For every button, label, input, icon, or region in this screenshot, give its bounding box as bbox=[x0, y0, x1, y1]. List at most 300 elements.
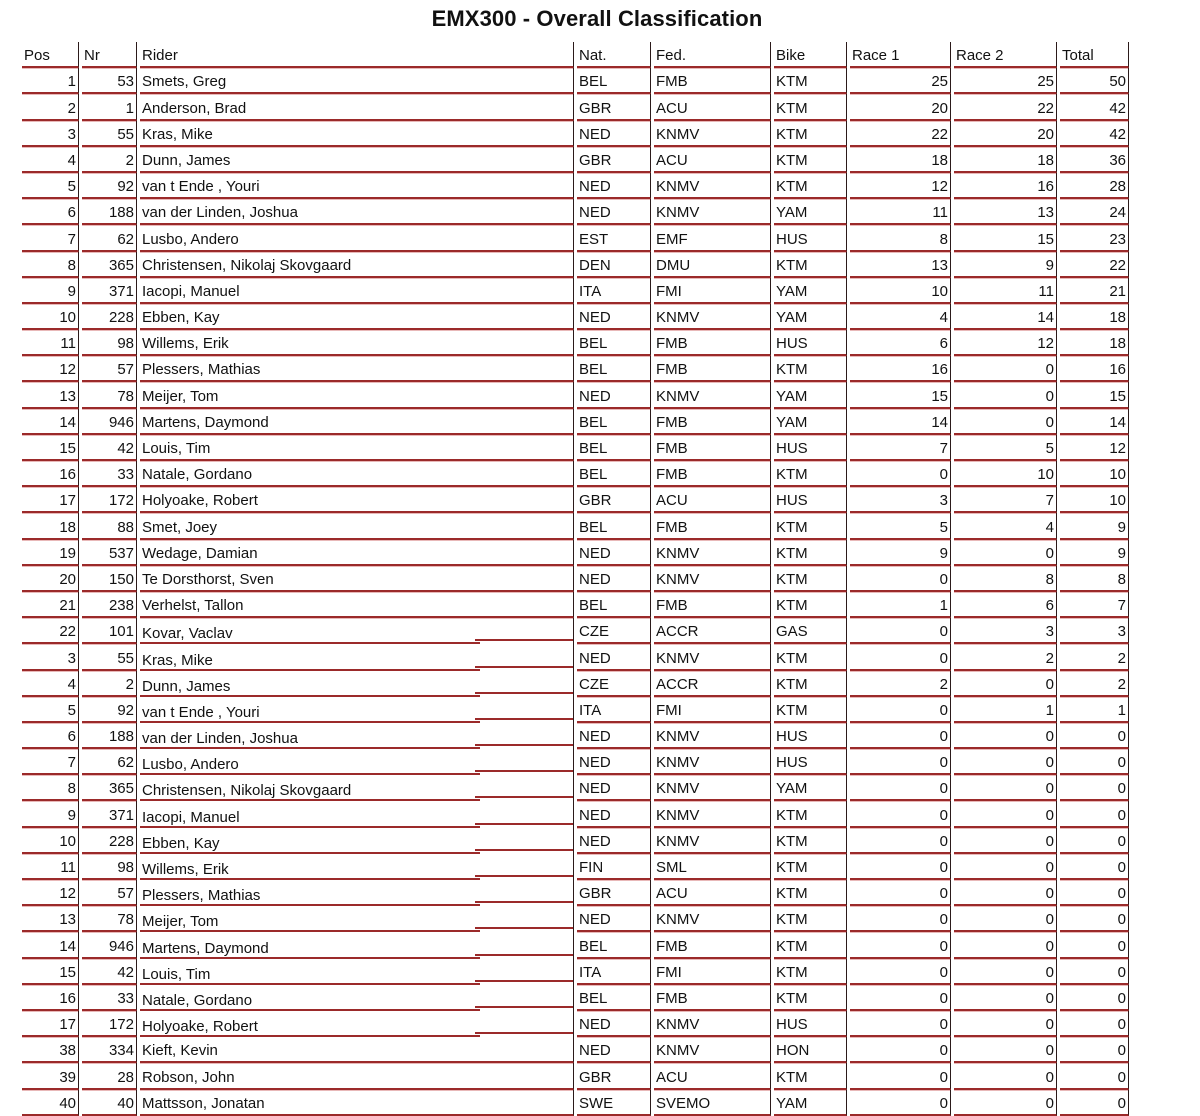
cell-fed: FMB bbox=[654, 461, 771, 487]
cell-bike: HON bbox=[774, 1037, 847, 1063]
cell-bike: KTM bbox=[774, 173, 847, 199]
cell-total: 12 bbox=[1060, 435, 1129, 461]
cell-rider: Martens, Daymond bbox=[140, 409, 574, 435]
header-race1: Race 1 bbox=[850, 42, 951, 68]
cell-nr: 172 bbox=[82, 1011, 137, 1037]
cell-race1: 25 bbox=[850, 68, 951, 94]
cell-nat: BEL bbox=[577, 68, 651, 94]
cell-rider: Plessers, Mathias bbox=[140, 356, 574, 382]
cell-bike: HUS bbox=[774, 487, 847, 513]
cell-nr: 537 bbox=[82, 540, 137, 566]
cell-pos: 15 bbox=[22, 959, 79, 985]
cell-rider: Verhelst, Tallon bbox=[140, 592, 574, 618]
cell-nat: GBR bbox=[577, 1063, 651, 1089]
cell-race2: 4 bbox=[954, 513, 1057, 539]
cell-nr: 946 bbox=[82, 409, 137, 435]
cell-fed: FMI bbox=[654, 697, 771, 723]
table-row bbox=[22, 68, 1129, 94]
cell-race1: 0 bbox=[850, 801, 951, 827]
cell-race2: 3 bbox=[954, 618, 1057, 644]
cell-pos: 11 bbox=[22, 330, 79, 356]
cell-nat: FIN bbox=[577, 854, 651, 880]
table-row bbox=[22, 959, 1129, 985]
cell-rider: van der Linden, Joshua bbox=[140, 199, 574, 225]
cell-total: 42 bbox=[1060, 94, 1129, 120]
cell-race2: 0 bbox=[954, 540, 1057, 566]
cell-nr: 78 bbox=[82, 906, 137, 932]
cell-nat: NED bbox=[577, 723, 651, 749]
table-row bbox=[22, 435, 1129, 461]
cell-fed: FMB bbox=[654, 409, 771, 435]
cell-nat: NED bbox=[577, 382, 651, 408]
cell-race2: 7 bbox=[954, 487, 1057, 513]
cell-race2: 2 bbox=[954, 644, 1057, 670]
cell-race2: 0 bbox=[954, 1090, 1057, 1116]
cell-pos: 13 bbox=[22, 382, 79, 408]
cell-fed: ACU bbox=[654, 487, 771, 513]
cell-race1: 0 bbox=[850, 461, 951, 487]
table-row bbox=[22, 330, 1129, 356]
cell-bike: HUS bbox=[774, 749, 847, 775]
cell-nat: NED bbox=[577, 121, 651, 147]
cell-fed: FMB bbox=[654, 68, 771, 94]
cell-pos: 6 bbox=[22, 723, 79, 749]
cell-total: 0 bbox=[1060, 723, 1129, 749]
cell-race1: 14 bbox=[850, 409, 951, 435]
cell-race2: 1 bbox=[954, 697, 1057, 723]
cell-fed: FMI bbox=[654, 959, 771, 985]
cell-total: 42 bbox=[1060, 121, 1129, 147]
cell-race1: 12 bbox=[850, 173, 951, 199]
cell-pos: 12 bbox=[22, 880, 79, 906]
cell-race2: 0 bbox=[954, 828, 1057, 854]
cell-nr: 371 bbox=[82, 278, 137, 304]
cell-rider: Natale, Gordano bbox=[140, 985, 574, 1011]
cell-bike: HUS bbox=[774, 723, 847, 749]
cell-nr: 40 bbox=[82, 1090, 137, 1116]
cell-nat: GBR bbox=[577, 94, 651, 120]
cell-race2: 13 bbox=[954, 199, 1057, 225]
cell-race1: 0 bbox=[850, 1037, 951, 1063]
cell-total: 24 bbox=[1060, 199, 1129, 225]
cell-nat: NED bbox=[577, 1011, 651, 1037]
table-row bbox=[22, 252, 1129, 278]
page-title: EMX300 - Overall Classification bbox=[431, 6, 763, 31]
cell-race2: 6 bbox=[954, 592, 1057, 618]
cell-fed: ACU bbox=[654, 880, 771, 906]
cell-nr: 98 bbox=[82, 330, 137, 356]
cell-fed: FMB bbox=[654, 513, 771, 539]
table-row bbox=[22, 697, 1129, 723]
table-row bbox=[22, 540, 1129, 566]
cell-rider: Holyoake, Robert bbox=[140, 1011, 574, 1037]
table-row bbox=[22, 1037, 1129, 1063]
cell-pos: 20 bbox=[22, 566, 79, 592]
cell-fed: ACU bbox=[654, 147, 771, 173]
cell-pos: 3 bbox=[22, 644, 79, 670]
table-row bbox=[22, 1063, 1129, 1089]
cell-fed: KNMV bbox=[654, 304, 771, 330]
cell-bike: GAS bbox=[774, 618, 847, 644]
cell-bike: KTM bbox=[774, 671, 847, 697]
cell-total: 0 bbox=[1060, 1011, 1129, 1037]
cell-rider: Meijer, Tom bbox=[140, 382, 574, 408]
cell-bike: KTM bbox=[774, 801, 847, 827]
cell-bike: KTM bbox=[774, 147, 847, 173]
table-row bbox=[22, 382, 1129, 408]
cell-fed: FMB bbox=[654, 985, 771, 1011]
cell-nat: NED bbox=[577, 775, 651, 801]
cell-race2: 0 bbox=[954, 723, 1057, 749]
cell-pos: 13 bbox=[22, 906, 79, 932]
cell-nr: 57 bbox=[82, 880, 137, 906]
cell-bike: YAM bbox=[774, 278, 847, 304]
cell-rider: Ebben, Kay bbox=[140, 304, 574, 330]
cell-race1: 6 bbox=[850, 330, 951, 356]
cell-race1: 1 bbox=[850, 592, 951, 618]
cell-race2: 0 bbox=[954, 906, 1057, 932]
cell-nat: GBR bbox=[577, 147, 651, 173]
cell-rider: Louis, Tim bbox=[140, 435, 574, 461]
cell-bike: KTM bbox=[774, 1063, 847, 1089]
cell-nat: CZE bbox=[577, 618, 651, 644]
cell-race2: 0 bbox=[954, 356, 1057, 382]
cell-rider: Meijer, Tom bbox=[140, 906, 574, 932]
cell-nr: 101 bbox=[82, 618, 137, 644]
cell-nr: 92 bbox=[82, 697, 137, 723]
cell-fed: KNMV bbox=[654, 540, 771, 566]
cell-bike: HUS bbox=[774, 435, 847, 461]
cell-race1: 8 bbox=[850, 225, 951, 251]
cell-fed: KNMV bbox=[654, 1011, 771, 1037]
cell-nr: 28 bbox=[82, 1063, 137, 1089]
cell-total: 2 bbox=[1060, 671, 1129, 697]
cell-nat: NED bbox=[577, 1037, 651, 1063]
cell-rider: Lusbo, Andero bbox=[140, 225, 574, 251]
cell-total: 10 bbox=[1060, 461, 1129, 487]
cell-rider: Kieft, Kevin bbox=[140, 1037, 574, 1063]
cell-total: 16 bbox=[1060, 356, 1129, 382]
cell-rider: Kovar, Vaclav bbox=[140, 618, 574, 644]
cell-bike: KTM bbox=[774, 959, 847, 985]
cell-bike: YAM bbox=[774, 382, 847, 408]
cell-fed: KNMV bbox=[654, 775, 771, 801]
table-row bbox=[22, 644, 1129, 670]
cell-rider: Anderson, Brad bbox=[140, 94, 574, 120]
cell-race2: 15 bbox=[954, 225, 1057, 251]
cell-nr: 42 bbox=[82, 435, 137, 461]
cell-race2: 0 bbox=[954, 985, 1057, 1011]
cell-nr: 946 bbox=[82, 932, 137, 958]
cell-total: 18 bbox=[1060, 330, 1129, 356]
table-row bbox=[22, 618, 1129, 644]
cell-fed: DMU bbox=[654, 252, 771, 278]
cell-nat: NED bbox=[577, 566, 651, 592]
cell-nr: 228 bbox=[82, 828, 137, 854]
cell-rider: Lusbo, Andero bbox=[140, 749, 574, 775]
cell-rider: Smet, Joey bbox=[140, 513, 574, 539]
cell-pos: 5 bbox=[22, 173, 79, 199]
cell-nat: ITA bbox=[577, 697, 651, 723]
cell-pos: 10 bbox=[22, 304, 79, 330]
cell-nr: 62 bbox=[82, 749, 137, 775]
cell-nat: NED bbox=[577, 749, 651, 775]
cell-bike: HUS bbox=[774, 225, 847, 251]
table-row bbox=[22, 147, 1129, 173]
cell-fed: KNMV bbox=[654, 749, 771, 775]
cell-bike: KTM bbox=[774, 121, 847, 147]
cell-pos: 15 bbox=[22, 435, 79, 461]
table-row bbox=[22, 880, 1129, 906]
cell-pos: 5 bbox=[22, 697, 79, 723]
cell-race2: 22 bbox=[954, 94, 1057, 120]
cell-bike: YAM bbox=[774, 1090, 847, 1116]
cell-bike: KTM bbox=[774, 94, 847, 120]
header-nr: Nr bbox=[82, 42, 137, 68]
cell-pos: 17 bbox=[22, 487, 79, 513]
cell-nat: BEL bbox=[577, 409, 651, 435]
table-row bbox=[22, 173, 1129, 199]
table-row bbox=[22, 749, 1129, 775]
cell-total: 23 bbox=[1060, 225, 1129, 251]
cell-nat: BEL bbox=[577, 985, 651, 1011]
cell-pos: 9 bbox=[22, 801, 79, 827]
cell-bike: KTM bbox=[774, 461, 847, 487]
cell-nat: NED bbox=[577, 173, 651, 199]
table-row bbox=[22, 932, 1129, 958]
cell-fed: KNMV bbox=[654, 1037, 771, 1063]
cell-total: 7 bbox=[1060, 592, 1129, 618]
cell-bike: KTM bbox=[774, 540, 847, 566]
cell-nr: 62 bbox=[82, 225, 137, 251]
cell-nr: 2 bbox=[82, 671, 137, 697]
cell-total: 0 bbox=[1060, 1037, 1129, 1063]
cell-pos: 7 bbox=[22, 225, 79, 251]
cell-rider: Plessers, Mathias bbox=[140, 880, 574, 906]
cell-rider: Robson, John bbox=[140, 1063, 574, 1089]
cell-pos: 12 bbox=[22, 356, 79, 382]
cell-total: 9 bbox=[1060, 540, 1129, 566]
cell-nr: 55 bbox=[82, 121, 137, 147]
cell-race1: 7 bbox=[850, 435, 951, 461]
cell-fed: FMB bbox=[654, 330, 771, 356]
cell-fed: SVEMO bbox=[654, 1090, 771, 1116]
cell-pos: 1 bbox=[22, 68, 79, 94]
table-row bbox=[22, 723, 1129, 749]
cell-race2: 0 bbox=[954, 1011, 1057, 1037]
cell-fed: KNMV bbox=[654, 906, 771, 932]
table-row bbox=[22, 985, 1129, 1011]
cell-pos: 14 bbox=[22, 409, 79, 435]
cell-total: 0 bbox=[1060, 932, 1129, 958]
cell-rider: Holyoake, Robert bbox=[140, 487, 574, 513]
cell-rider: Kras, Mike bbox=[140, 644, 574, 670]
cell-rider: Iacopi, Manuel bbox=[140, 801, 574, 827]
cell-total: 0 bbox=[1060, 959, 1129, 985]
cell-total: 8 bbox=[1060, 566, 1129, 592]
table-row bbox=[22, 94, 1129, 120]
cell-total: 18 bbox=[1060, 304, 1129, 330]
cell-pos: 16 bbox=[22, 985, 79, 1011]
cell-race2: 14 bbox=[954, 304, 1057, 330]
cell-race2: 0 bbox=[954, 854, 1057, 880]
cell-race1: 0 bbox=[850, 880, 951, 906]
cell-rider: Ebben, Kay bbox=[140, 828, 574, 854]
cell-total: 0 bbox=[1060, 985, 1129, 1011]
cell-race1: 18 bbox=[850, 147, 951, 173]
table-row bbox=[22, 906, 1129, 932]
cell-total: 9 bbox=[1060, 513, 1129, 539]
cell-bike: HUS bbox=[774, 1011, 847, 1037]
cell-race2: 20 bbox=[954, 121, 1057, 147]
header-bike: Bike bbox=[774, 42, 847, 68]
cell-bike: YAM bbox=[774, 304, 847, 330]
cell-nr: 228 bbox=[82, 304, 137, 330]
cell-bike: KTM bbox=[774, 592, 847, 618]
cell-race1: 0 bbox=[850, 566, 951, 592]
cell-nr: 92 bbox=[82, 173, 137, 199]
cell-bike: KTM bbox=[774, 932, 847, 958]
cell-pos: 6 bbox=[22, 199, 79, 225]
cell-fed: KNMV bbox=[654, 382, 771, 408]
cell-fed: KNMV bbox=[654, 723, 771, 749]
cell-total: 1 bbox=[1060, 697, 1129, 723]
cell-race1: 0 bbox=[850, 644, 951, 670]
header-fed: Fed. bbox=[654, 42, 771, 68]
cell-race1: 0 bbox=[850, 775, 951, 801]
cell-bike: YAM bbox=[774, 409, 847, 435]
cell-total: 0 bbox=[1060, 1090, 1129, 1116]
cell-nr: 365 bbox=[82, 252, 137, 278]
cell-rider: Dunn, James bbox=[140, 671, 574, 697]
cell-nr: 78 bbox=[82, 382, 137, 408]
cell-nr: 88 bbox=[82, 513, 137, 539]
cell-race2: 9 bbox=[954, 252, 1057, 278]
cell-nat: DEN bbox=[577, 252, 651, 278]
cell-fed: KNMV bbox=[654, 199, 771, 225]
table-row bbox=[22, 356, 1129, 382]
cell-rider: Willems, Erik bbox=[140, 330, 574, 356]
cell-bike: YAM bbox=[774, 199, 847, 225]
table-body bbox=[22, 68, 1129, 1116]
cell-race1: 9 bbox=[850, 540, 951, 566]
cell-nat: SWE bbox=[577, 1090, 651, 1116]
table-row bbox=[22, 1090, 1129, 1116]
cell-nat: BEL bbox=[577, 932, 651, 958]
cell-nat: NED bbox=[577, 304, 651, 330]
cell-nr: 1 bbox=[82, 94, 137, 120]
cell-bike: KTM bbox=[774, 906, 847, 932]
cell-race2: 0 bbox=[954, 959, 1057, 985]
cell-nr: 371 bbox=[82, 801, 137, 827]
cell-nat: NED bbox=[577, 906, 651, 932]
cell-rider: Willems, Erik bbox=[140, 854, 574, 880]
cell-race1: 0 bbox=[850, 1090, 951, 1116]
cell-fed: ACU bbox=[654, 94, 771, 120]
table-row bbox=[22, 801, 1129, 827]
cell-bike: KTM bbox=[774, 985, 847, 1011]
cell-race2: 0 bbox=[954, 932, 1057, 958]
cell-race1: 0 bbox=[850, 618, 951, 644]
header-pos: Pos bbox=[22, 42, 79, 68]
cell-race1: 20 bbox=[850, 94, 951, 120]
cell-race1: 0 bbox=[850, 697, 951, 723]
cell-nr: 57 bbox=[82, 356, 137, 382]
cell-fed: KNMV bbox=[654, 566, 771, 592]
cell-nat: NED bbox=[577, 540, 651, 566]
cell-pos: 9 bbox=[22, 278, 79, 304]
cell-nr: 188 bbox=[82, 723, 137, 749]
cell-total: 0 bbox=[1060, 775, 1129, 801]
cell-bike: KTM bbox=[774, 252, 847, 278]
cell-nat: BEL bbox=[577, 461, 651, 487]
cell-race2: 0 bbox=[954, 671, 1057, 697]
cell-total: 3 bbox=[1060, 618, 1129, 644]
cell-race1: 0 bbox=[850, 906, 951, 932]
cell-nat: CZE bbox=[577, 671, 651, 697]
cell-pos: 8 bbox=[22, 252, 79, 278]
cell-race2: 0 bbox=[954, 775, 1057, 801]
cell-race2: 25 bbox=[954, 68, 1057, 94]
cell-total: 21 bbox=[1060, 278, 1129, 304]
cell-pos: 17 bbox=[22, 1011, 79, 1037]
cell-total: 0 bbox=[1060, 749, 1129, 775]
cell-fed: KNMV bbox=[654, 644, 771, 670]
cell-bike: KTM bbox=[774, 697, 847, 723]
cell-fed: FMI bbox=[654, 278, 771, 304]
cell-bike: KTM bbox=[774, 880, 847, 906]
cell-fed: KNMV bbox=[654, 173, 771, 199]
cell-pos: 11 bbox=[22, 854, 79, 880]
cell-pos: 8 bbox=[22, 775, 79, 801]
cell-bike: KTM bbox=[774, 513, 847, 539]
cell-rider: Iacopi, Manuel bbox=[140, 278, 574, 304]
cell-rider: van t Ende , Youri bbox=[140, 173, 574, 199]
cell-nat: NED bbox=[577, 199, 651, 225]
cell-total: 2 bbox=[1060, 644, 1129, 670]
table-row bbox=[22, 513, 1129, 539]
cell-rider: van t Ende , Youri bbox=[140, 697, 574, 723]
cell-bike: YAM bbox=[774, 775, 847, 801]
cell-nr: 172 bbox=[82, 487, 137, 513]
cell-race1: 5 bbox=[850, 513, 951, 539]
header-row bbox=[22, 42, 1129, 68]
cell-nr: 42 bbox=[82, 959, 137, 985]
cell-total: 0 bbox=[1060, 854, 1129, 880]
cell-nat: EST bbox=[577, 225, 651, 251]
cell-rider: van der Linden, Joshua bbox=[140, 723, 574, 749]
cell-race2: 10 bbox=[954, 461, 1057, 487]
cell-fed: ACU bbox=[654, 1063, 771, 1089]
cell-total: 0 bbox=[1060, 880, 1129, 906]
header-total: Total bbox=[1060, 42, 1129, 68]
cell-total: 15 bbox=[1060, 382, 1129, 408]
cell-nr: 55 bbox=[82, 644, 137, 670]
cell-fed: SML bbox=[654, 854, 771, 880]
cell-rider: Louis, Tim bbox=[140, 959, 574, 985]
cell-fed: FMB bbox=[654, 356, 771, 382]
cell-total: 14 bbox=[1060, 409, 1129, 435]
table-row bbox=[22, 671, 1129, 697]
table-row bbox=[22, 828, 1129, 854]
cell-total: 0 bbox=[1060, 906, 1129, 932]
cell-total: 0 bbox=[1060, 1063, 1129, 1089]
cell-nr: 334 bbox=[82, 1037, 137, 1063]
cell-race1: 3 bbox=[850, 487, 951, 513]
cell-nat: ITA bbox=[577, 959, 651, 985]
cell-nr: 33 bbox=[82, 985, 137, 1011]
cell-nat: BEL bbox=[577, 513, 651, 539]
